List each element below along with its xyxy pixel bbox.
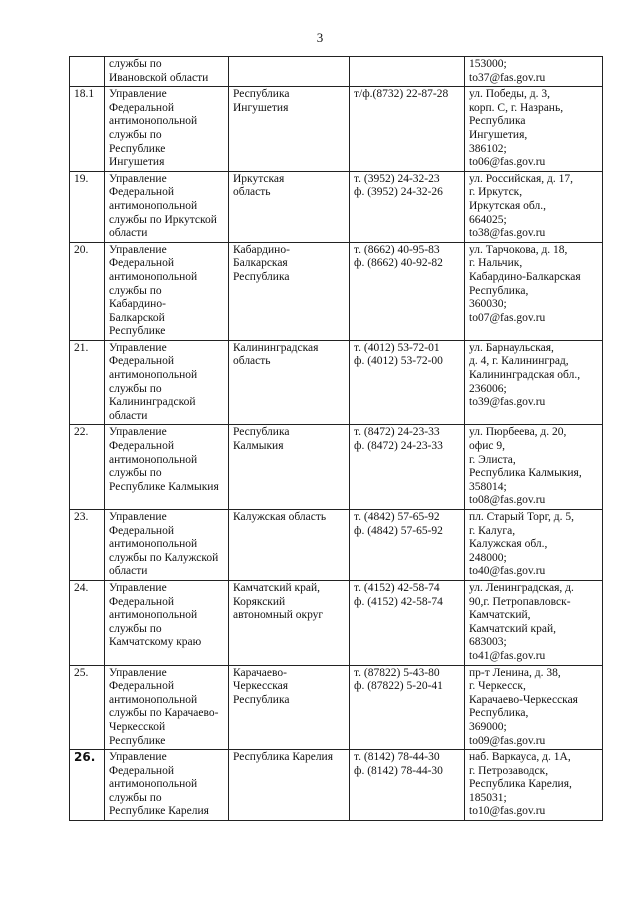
region-cell	[229, 171, 350, 242]
organization-line: Федеральной	[109, 764, 174, 777]
organization-line: Федеральной	[109, 440, 174, 453]
organization-cell	[105, 171, 229, 242]
table-row	[70, 242, 603, 340]
organization-line: Федеральной	[109, 524, 174, 537]
address-line: Карачаево-Черкесская	[469, 693, 578, 706]
organization-line: службы по Иркутской	[109, 213, 217, 226]
row-number: 22.	[74, 426, 89, 439]
organization-line: Федеральной	[109, 595, 174, 608]
address-line: г. Иркутск,	[469, 186, 523, 199]
address-cell	[465, 57, 603, 87]
row-number-cell	[70, 750, 105, 821]
row-number: 20.	[74, 243, 89, 256]
address-cell	[465, 242, 603, 340]
row-number-cell	[70, 87, 105, 172]
region-line: Корякский	[233, 595, 286, 608]
phone-line: ф. (4842) 57-65-92	[354, 524, 443, 537]
phone-line: ф. (8142) 78-44-30	[354, 764, 443, 777]
organization-line: Республике	[109, 142, 166, 155]
address-line: Камчатский,	[469, 609, 531, 622]
address-line: to41@fas.gov.ru	[469, 649, 546, 662]
phone-cell	[350, 425, 465, 510]
address-line: наб. Варкауса, д. 1А,	[469, 751, 571, 764]
address-line: to06@fas.gov.ru	[469, 156, 546, 169]
organization-line: Управление	[109, 426, 167, 439]
row-number: 23.	[74, 511, 89, 523]
organization-line: службы по	[109, 791, 162, 804]
organization-line: Республике Карелия	[109, 805, 209, 818]
phone-line: т. (8472) 24-23-33	[354, 426, 440, 439]
organization-line: Управление	[109, 581, 167, 594]
organization-line: антимонопольной	[109, 609, 198, 622]
phone-line: т. (4152) 42-58-74	[354, 581, 440, 594]
address-line: 153000;	[469, 58, 507, 70]
address-cell	[465, 510, 603, 581]
organization-line: области	[109, 565, 148, 578]
address-cell	[465, 580, 603, 665]
organization-line: Черкесской	[109, 720, 166, 733]
organization-line: области	[109, 409, 148, 422]
organization-line: Федеральной	[109, 355, 174, 368]
address-line: Республика	[469, 115, 526, 128]
organization-line: Ивановской области	[109, 71, 209, 84]
table-row	[70, 87, 603, 172]
organization-line: области	[109, 227, 148, 240]
address-cell	[465, 171, 603, 242]
address-cell	[465, 750, 603, 821]
table-row	[70, 425, 603, 510]
address-line: ул. Российская, д. 17,	[469, 172, 574, 185]
row-number: 26.	[74, 750, 96, 765]
organization-line: Управление	[109, 751, 167, 764]
phone-line: т/ф.(8732) 22-87-28	[354, 88, 449, 101]
address-line: 360030;	[469, 298, 507, 311]
organization-line: службы по	[109, 622, 162, 635]
phone-cell	[350, 510, 465, 581]
address-line: to38@fas.gov.ru	[469, 227, 546, 240]
organization-line: Ингушетия	[109, 156, 165, 169]
address-line: г. Петрозаводск,	[469, 764, 549, 777]
organization-line: Федеральной	[109, 101, 174, 114]
region-line: Балкарская	[233, 257, 288, 270]
address-line: г. Калуга,	[469, 524, 516, 537]
phone-line: ф. (3952) 24-32-26	[354, 186, 443, 199]
row-number: 18.1	[74, 88, 95, 101]
row-number: 24.	[74, 581, 89, 594]
address-line: 90,г. Петропавловск-	[469, 595, 571, 608]
address-line: Республика Калмыкия,	[469, 467, 582, 480]
organization-line: Республике	[109, 325, 166, 338]
organization-line: Балкарской	[109, 311, 165, 324]
phone-cell	[350, 665, 465, 750]
organization-cell	[105, 750, 229, 821]
phone-cell	[350, 87, 465, 172]
phone-line: ф. (4152) 42-58-74	[354, 595, 443, 608]
address-cell	[465, 87, 603, 172]
address-line: ул. Ленинградская, д.	[469, 581, 574, 594]
region-cell	[229, 665, 350, 750]
address-line: пл. Старый Торг, д. 5,	[469, 511, 574, 523]
organization-cell	[105, 340, 229, 425]
table-row	[70, 665, 603, 750]
organization-line: службы по	[109, 128, 162, 141]
region-cell	[229, 242, 350, 340]
table-row	[70, 580, 603, 665]
address-line: г. Элиста,	[469, 453, 516, 466]
phone-line: т. (8142) 78-44-30	[354, 751, 440, 764]
address-line: Ингушетия,	[469, 128, 528, 141]
organization-line: службы по	[109, 58, 162, 70]
row-number: 19.	[74, 172, 89, 185]
phone-cell	[350, 242, 465, 340]
address-line: 664025;	[469, 213, 507, 226]
organization-line: антимонопольной	[109, 778, 198, 791]
row-number-cell	[70, 171, 105, 242]
region-line: Республика	[233, 88, 290, 101]
organization-line: антимонопольной	[109, 199, 198, 212]
address-line: 386102;	[469, 142, 507, 155]
address-cell	[465, 425, 603, 510]
organization-cell	[105, 57, 229, 87]
page-number: 3	[316, 30, 324, 45]
phone-line: т. (3952) 24-32-23	[354, 172, 440, 185]
organization-line: Управление	[109, 511, 167, 523]
address-line: to37@fas.gov.ru	[469, 71, 546, 84]
region-cell	[229, 425, 350, 510]
phone-cell	[350, 340, 465, 425]
address-line: Иркутская обл.,	[469, 199, 546, 212]
address-line: 358014;	[469, 480, 507, 493]
region-line: область	[233, 186, 271, 199]
address-line: Камчатский край,	[469, 622, 557, 635]
organization-cell	[105, 87, 229, 172]
address-line: офис 9,	[469, 440, 505, 453]
region-line: Ингушетия	[233, 101, 289, 114]
organization-cell	[105, 425, 229, 510]
table-row	[70, 171, 603, 242]
address-line: 683003;	[469, 636, 507, 649]
row-number-cell	[70, 57, 105, 87]
region-line: Черкесская	[233, 680, 289, 693]
row-number-cell	[70, 510, 105, 581]
address-line: ул. Тарчокова, д. 18,	[469, 243, 568, 256]
phone-line: т. (4842) 57-65-92	[354, 511, 440, 523]
organization-line: Кабардино-	[109, 298, 166, 311]
organization-line: Федеральной	[109, 257, 174, 270]
antimonopoly-offices-table	[69, 56, 603, 821]
region-cell	[229, 580, 350, 665]
address-line: г. Нальчик,	[469, 257, 523, 270]
address-line: д. 4, г. Калининград,	[469, 355, 569, 368]
region-line: Республика	[233, 426, 290, 439]
organization-line: Федеральной	[109, 186, 174, 199]
phone-line: т. (87822) 5-43-80	[354, 666, 440, 679]
address-line: to10@fas.gov.ru	[469, 805, 546, 818]
organization-line: антимонопольной	[109, 115, 198, 128]
address-cell	[465, 340, 603, 425]
address-line: to08@fas.gov.ru	[469, 494, 546, 507]
address-cell	[465, 665, 603, 750]
region-line: Республика	[233, 693, 290, 706]
region-line: область	[233, 355, 271, 368]
table-row	[70, 750, 603, 821]
address-line: ул. Барнаульская,	[469, 341, 554, 354]
address-line: Кабардино-Балкарская	[469, 270, 581, 283]
organization-line: Управление	[109, 341, 167, 354]
address-line: to07@fas.gov.ru	[469, 311, 546, 324]
organization-cell	[105, 242, 229, 340]
region-line: Калининградская	[233, 341, 319, 354]
phone-cell	[350, 57, 465, 87]
organization-line: антимонопольной	[109, 453, 198, 466]
region-line: автономный округ	[233, 609, 324, 622]
phone-line: т. (4012) 53-72-01	[354, 341, 440, 354]
phone-line: ф. (8472) 24-23-33	[354, 440, 443, 453]
address-line: 248000;	[469, 551, 507, 564]
table-row	[70, 57, 603, 87]
region-cell	[229, 57, 350, 87]
phone-line: ф. (4012) 53-72-00	[354, 355, 443, 368]
region-cell	[229, 510, 350, 581]
row-number-cell	[70, 580, 105, 665]
organization-line: Республике	[109, 734, 166, 747]
organization-line: службы по	[109, 382, 162, 395]
organization-line: Республике Калмыкия	[109, 480, 219, 493]
region-line: Карачаево-	[233, 666, 287, 679]
region-line: Республика	[233, 270, 290, 283]
address-line: Республика,	[469, 284, 529, 297]
region-line: Кабардино-	[233, 243, 290, 256]
organization-line: Федеральной	[109, 680, 174, 693]
address-line: Республика Карелия,	[469, 778, 572, 791]
row-number-cell	[70, 665, 105, 750]
organization-line: Управление	[109, 88, 167, 101]
region-cell	[229, 87, 350, 172]
address-line: ул. Пюрбеева, д. 20,	[469, 426, 567, 439]
organization-line: службы по	[109, 467, 162, 480]
table-body	[70, 57, 603, 821]
region-cell	[229, 750, 350, 821]
region-line: Калмыкия	[233, 440, 284, 453]
address-line: г. Черкесск,	[469, 680, 526, 693]
address-line: Калужская обл.,	[469, 538, 548, 551]
organization-line: Управление	[109, 243, 167, 256]
row-number-cell	[70, 242, 105, 340]
phone-line: ф. (87822) 5-20-41	[354, 680, 443, 693]
address-line: пр-т Ленина, д. 38,	[469, 666, 561, 679]
organization-line: антимонопольной	[109, 369, 198, 382]
organization-cell	[105, 580, 229, 665]
region-line: Камчатский край,	[233, 581, 321, 594]
address-line: Республика,	[469, 707, 529, 720]
organization-line: Управление	[109, 666, 167, 679]
phone-cell	[350, 750, 465, 821]
table-row	[70, 510, 603, 581]
organization-line: службы по Карачаево-	[109, 707, 219, 720]
organization-cell	[105, 510, 229, 581]
phone-line: т. (8662) 40-95-83	[354, 243, 440, 256]
address-line: 185031;	[469, 791, 507, 804]
row-number-cell	[70, 425, 105, 510]
organization-cell	[105, 665, 229, 750]
organization-line: антимонопольной	[109, 538, 198, 551]
phone-line: ф. (8662) 40-92-82	[354, 257, 443, 270]
address-line: 369000;	[469, 720, 507, 733]
address-line: Калининградская обл.,	[469, 369, 581, 382]
address-line: корп. С, г. Назрань,	[469, 101, 564, 114]
region-line: Республика Карелия	[233, 751, 334, 764]
address-line: 236006;	[469, 382, 507, 395]
organization-line: Управление	[109, 172, 167, 185]
organization-line: антимонопольной	[109, 270, 198, 283]
organization-line: Калининградской	[109, 396, 196, 409]
address-line: to09@fas.gov.ru	[469, 734, 546, 747]
organization-line: Камчатскому краю	[109, 636, 202, 649]
row-number: 25.	[74, 666, 89, 679]
address-line: to40@fas.gov.ru	[469, 565, 546, 578]
phone-cell	[350, 171, 465, 242]
organization-line: службы по Калужской	[109, 551, 219, 564]
region-cell	[229, 340, 350, 425]
table-row	[70, 340, 603, 425]
row-number: 21.	[74, 341, 89, 354]
region-line: Иркутская	[233, 172, 285, 185]
organization-line: антимонопольной	[109, 693, 198, 706]
phone-cell	[350, 580, 465, 665]
address-line: ул. Победы, д. 3,	[469, 88, 550, 101]
organization-line: службы по	[109, 284, 162, 297]
address-line: to39@fas.gov.ru	[469, 396, 546, 409]
row-number-cell	[70, 340, 105, 425]
region-line: Калужская область	[233, 511, 327, 523]
